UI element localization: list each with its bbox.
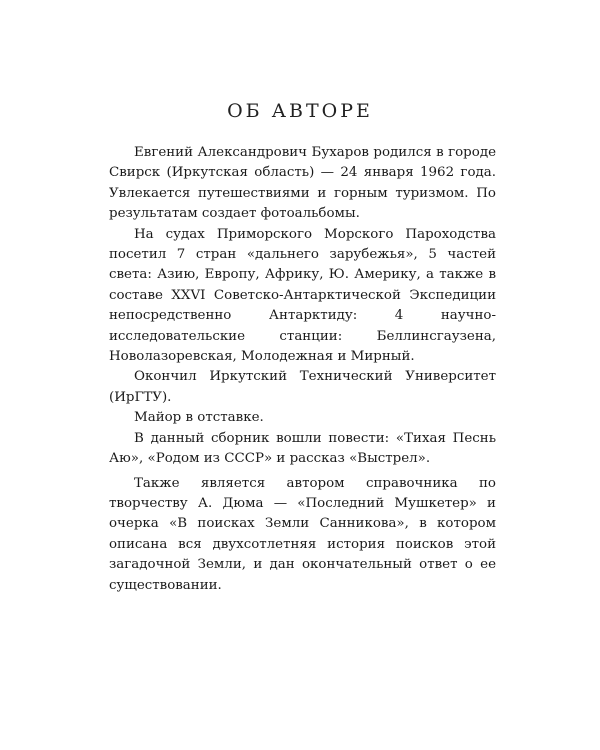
author-bio xyxy=(109,143,496,596)
page-title: ОБ АВТОРЕ xyxy=(227,100,373,122)
bio-paragraph-works: Также является автором справочника по творчеству А. Дюма — «Последний Мушкетер» и очерка «В поисках Земли Санникова», в котором описана вся двухсотлетняя история поисков этой загадочной Земли, и дан окончательный ответ о ее существовании. xyxy=(109,475,496,593)
bio-paragraph-rank: Майор в отставке. xyxy=(134,410,264,426)
bio-paragraph-birth: Евгений Александрович Бухаров родился в городе Свирск (Иркутская область) — 24 января 1962 года. Увлекается путешествиями и горным туризмом. По результатам создает фотоальбомы. xyxy=(109,145,496,222)
bio-paragraph-education: Окончил Иркутский Технический Университет (ИрГТУ). xyxy=(109,369,496,405)
bio-paragraph-collection: В данный сборник вошли повести: «Тихая Песнь Аю», «Родом из СССР» и рассказ «Выстрел». xyxy=(109,430,496,467)
bio-paragraph-travels: На судах Приморского Морского Пароходства посетил 7 стран «дальнего зарубежья», 5 частей света: Азию, Европу, Африку, Ю. Америку, а также в составе XXVI Советско-Антарктической Экспедиции непосредственно Антарктиду: 4 научно-исследовательские станции: Беллинсгаузена, Новолазоревская, Молодежная и Мирный. xyxy=(109,226,496,365)
